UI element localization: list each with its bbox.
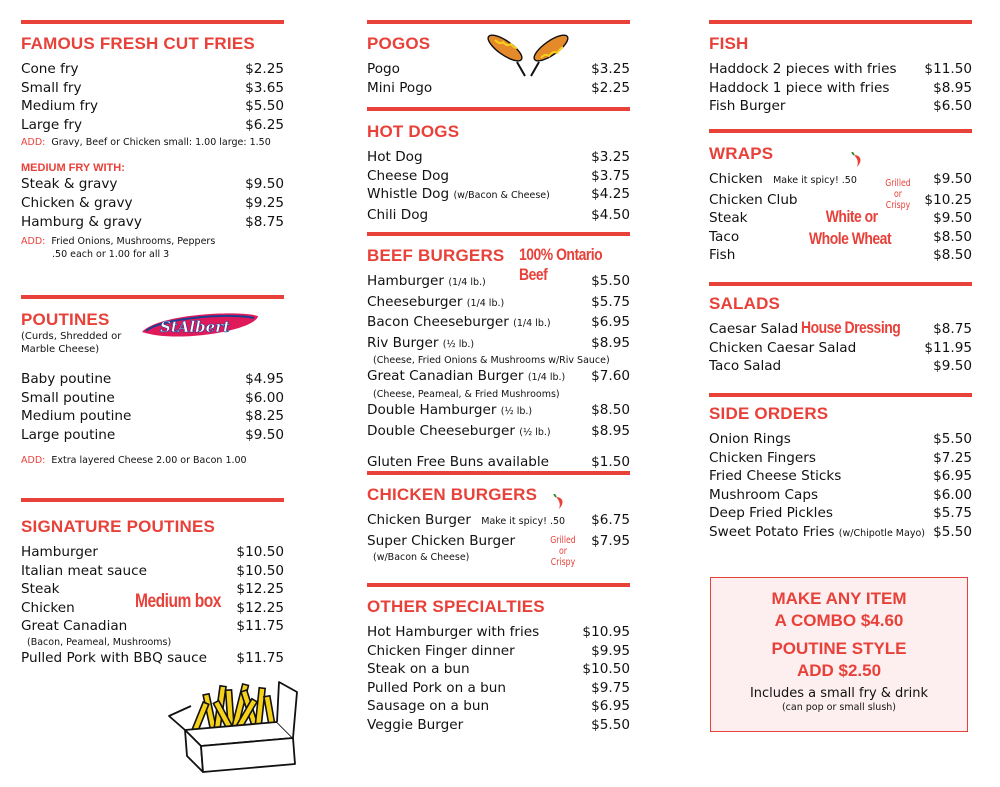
divider: [367, 471, 630, 475]
menu-item: Steak $9.50: [709, 210, 972, 227]
menu-item: Sausage on a bun $6.95: [367, 698, 630, 715]
menu-item: Cheese Dog $3.75: [367, 167, 630, 184]
pogos-title: POGOS: [367, 34, 431, 53]
menu-item: Great Canadian $11.75: [21, 618, 284, 635]
menu-item: Double Cheeseburger (½ lb.) $8.95: [367, 422, 630, 439]
fish-section: [709, 34, 972, 116]
menu-item: Baby poutine $4.95: [21, 371, 284, 387]
menu-item: Chicken Finger dinner $9.95: [367, 642, 630, 659]
burgers-section: [367, 246, 630, 472]
st-albert-logo: [138, 310, 262, 344]
specialties-section: [367, 597, 630, 735]
menu-item: Hot Hamburger with fries $10.95: [367, 624, 630, 640]
divider: [21, 20, 284, 24]
grilled-crispy-note: Grilled or Crispy: [550, 535, 576, 568]
menu-item: Chicken Burger Make it spicy! .50 $6.75: [367, 512, 630, 528]
menu-item: Pulled Pork on a bun $9.75: [367, 679, 630, 696]
chili-pepper-icon: [851, 152, 865, 168]
pogos-section: [367, 34, 630, 97]
combo-includes: Includes a small fry & drink: [749, 686, 929, 701]
menu-item: Hamburger $10.50: [21, 544, 284, 560]
menu-item: Taco Salad $9.50: [709, 358, 972, 375]
divider: [367, 232, 630, 236]
menu-item: Taco $8.50: [709, 228, 972, 245]
grilled-crispy-note: Grilled or Crispy: [885, 178, 911, 211]
menu-item: Mini Pogo $2.25: [367, 79, 630, 96]
menu-item: Hot Dog $3.25: [367, 149, 630, 165]
menu-item: Deep Fried Pickles $5.75: [709, 505, 972, 522]
menu-item: Whistle Dog (w/Bacon & Cheese) $4.25: [367, 186, 630, 203]
menu-item: Sweet Potato Fries (w/Chipotle Mayo) $5.50: [709, 523, 972, 540]
item-note: (Cheese, Peameal, & Fried Mushrooms): [373, 388, 560, 400]
menu-item: Gluten Free Buns available $1.50: [367, 454, 630, 471]
menu-item: Cone fry $2.25: [21, 61, 284, 77]
poutines-section: [21, 310, 284, 467]
sides-title: SIDE ORDERS: [709, 404, 829, 423]
menu-item: Pulled Pork with BBQ sauce $11.75: [21, 649, 284, 666]
divider: [367, 107, 630, 111]
menu-item: Steak & gravy $9.50: [21, 176, 284, 193]
divider: [709, 282, 972, 286]
bread-choice-note: White or Whole Wheat: [809, 207, 892, 248]
ontario-beef-tag: 100% Ontario Beef: [519, 245, 603, 284]
menu-item: Small fry $3.65: [21, 79, 284, 96]
signature-title: SIGNATURE POUTINES: [21, 517, 216, 536]
combo-includes-note: (can pop or small slush): [781, 702, 897, 713]
menu-item: Caesar Salad $8.75: [709, 321, 972, 337]
divider: [21, 498, 284, 502]
poutines-subtitle: (Curds, Shredded or: [21, 331, 122, 342]
add-note: ADD: Extra layered Cheese 2.00 or Bacon 1.00: [21, 455, 247, 467]
pogo-icon: [487, 32, 571, 80]
menu-item: Large poutine $9.50: [21, 426, 284, 443]
menu-item: Pogo $3.25: [367, 61, 630, 77]
medium-fry-with-label: MEDIUM FRY WITH:: [21, 162, 125, 175]
menu-item: Onion Rings $5.50: [709, 431, 972, 447]
combo-line: A COMBO $4.60: [774, 611, 904, 630]
divider: [367, 583, 630, 587]
menu-item: Steak on a bun $10.50: [367, 661, 630, 678]
fries-title: FAMOUS FRESH CUT FRIES: [21, 34, 255, 53]
menu-item: Large fry $6.25: [21, 116, 284, 133]
menu-item: Chicken Fingers $7.25: [709, 449, 972, 466]
menu-item: Chicken Caesar Salad $11.95: [709, 339, 972, 356]
menu-item: Super Chicken Burger $7.95: [367, 532, 630, 549]
logo-text: StAlbert: [160, 318, 230, 336]
menu-item: Chicken Club $10.25: [709, 191, 972, 208]
salads-title: SALADS: [709, 294, 781, 313]
divider: [709, 20, 972, 24]
menu-item: Chili Dog $4.50: [367, 206, 630, 223]
fries-section: [21, 34, 284, 261]
combo-line: POUTINE STYLE: [771, 639, 907, 658]
menu-item: Small poutine $6.00: [21, 389, 284, 406]
menu-item: Hamburg & gravy $8.75: [21, 213, 284, 230]
chicken-burgers-title: CHICKEN BURGERS: [367, 485, 538, 504]
menu-item: Chicken $12.25: [21, 599, 284, 616]
hotdogs-title: HOT DOGS: [367, 122, 460, 141]
divider: [21, 295, 284, 299]
specialties-title: OTHER SPECIALTIES: [367, 597, 545, 616]
menu-item: Chicken Make it spicy! .50 $9.50: [709, 171, 972, 187]
burgers-title: BEEF BURGERS: [367, 246, 505, 265]
menu-item: Cheeseburger (1/4 lb.) $5.75: [367, 293, 630, 310]
divider: [367, 20, 630, 24]
item-note: (w/Bacon & Cheese): [373, 552, 470, 564]
menu-item: Italian meat sauce $10.50: [21, 562, 284, 579]
item-note: (Bacon, Peameal, Mushrooms): [27, 636, 172, 648]
signature-section: [21, 517, 284, 668]
menu-item: Veggie Burger $5.50: [367, 716, 630, 733]
poutines-title: POUTINES: [21, 310, 110, 329]
menu-item: Fish $8.50: [709, 247, 972, 264]
menu-item: Fried Cheese Sticks $6.95: [709, 468, 972, 485]
add-note-line2: .50 each or 1.00 for all 3: [52, 249, 170, 261]
wraps-title: WRAPS: [709, 144, 774, 163]
menu-item: Double Hamburger (½ lb.) $8.50: [367, 401, 630, 418]
add-note: ADD: Fried Onions, Mushrooms, Peppers: [21, 236, 216, 248]
add-note: ADD: Gravy, Beef or Chicken small: 1.00 large: 1.50: [21, 137, 271, 149]
sides-section: [709, 404, 972, 544]
fries-box-illustration: [161, 676, 301, 774]
house-dressing-note: House Dressing: [801, 318, 901, 337]
menu-item: Riv Burger (½ lb.) $8.95: [367, 334, 630, 351]
poutines-subtitle: Marble Cheese): [21, 344, 100, 355]
menu-item: Hamburger (1/4 lb.) $5.50: [367, 273, 630, 289]
menu-item: Fish Burger $6.50: [709, 98, 972, 115]
chicken-burgers-section: [367, 485, 630, 568]
menu-item: Haddock 1 piece with fries $8.95: [709, 79, 972, 96]
combo-line: ADD $2.50: [796, 661, 882, 680]
fish-title: FISH: [709, 34, 749, 53]
menu-item: Great Canadian Burger (1/4 lb.) $7.60: [367, 368, 630, 385]
divider: [709, 393, 972, 397]
item-note: (Cheese, Fried Onions & Mushrooms w/Riv Sauce): [373, 355, 610, 367]
hotdogs-section: [367, 122, 630, 224]
divider: [709, 129, 972, 133]
medium-box-label: Medium box: [135, 591, 221, 612]
menu-item: Medium fry $5.50: [21, 98, 284, 115]
combo-box: [710, 577, 968, 732]
menu-item: Bacon Cheeseburger (1/4 lb.) $6.95: [367, 314, 630, 331]
salads-section: [709, 294, 972, 376]
chili-pepper-icon: [553, 494, 567, 510]
menu-item: Steak $12.25: [21, 581, 284, 598]
menu-item: Mushroom Caps $6.00: [709, 486, 972, 503]
menu-item: Chicken & gravy $9.25: [21, 194, 284, 211]
wraps-section: [709, 144, 972, 265]
combo-line: MAKE ANY ITEM: [771, 589, 907, 608]
menu-item: Haddock 2 pieces with fries $11.50: [709, 61, 972, 77]
menu-item: Medium poutine $8.25: [21, 408, 284, 425]
